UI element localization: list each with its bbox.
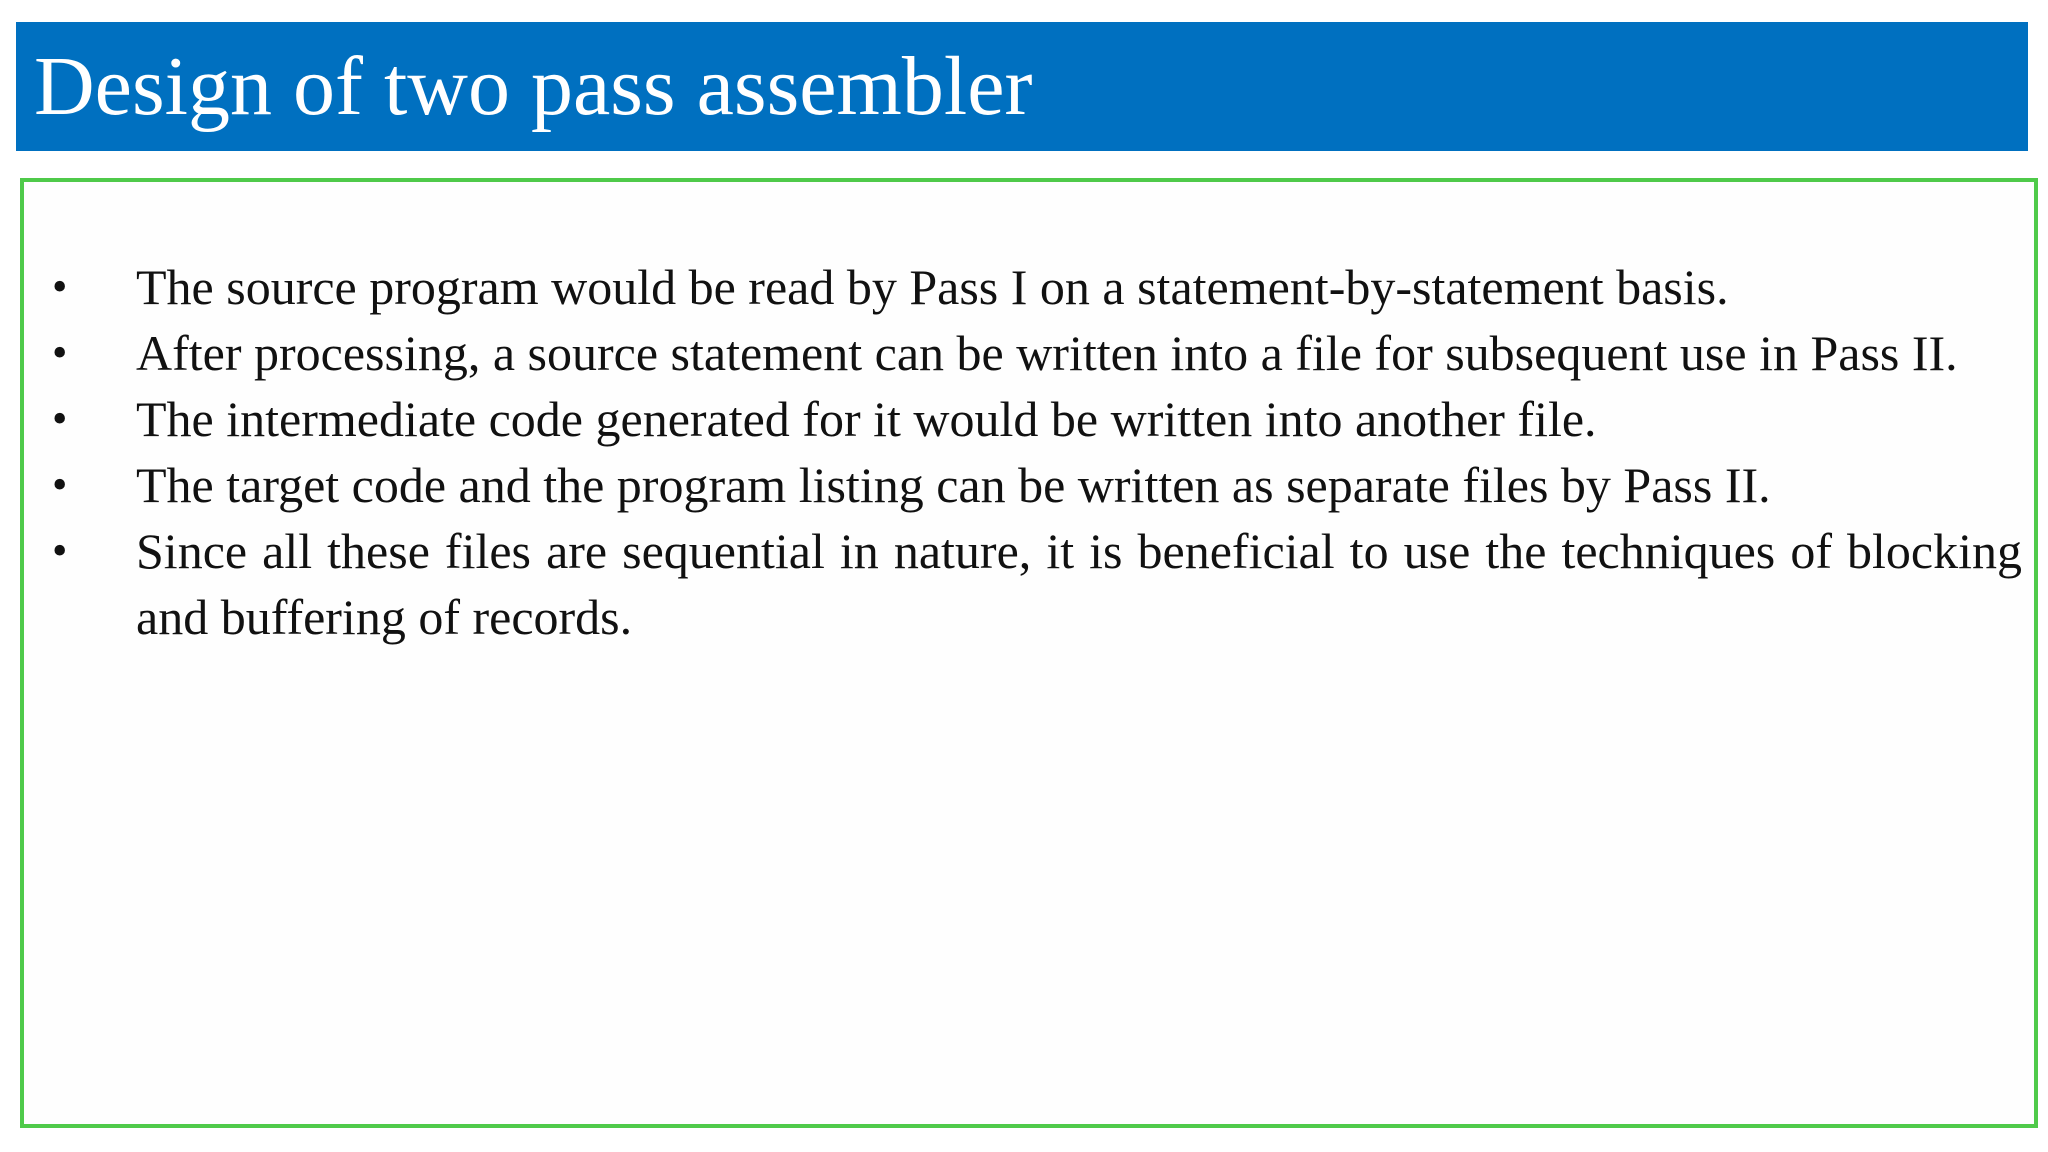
bullet-item — [40, 518, 2022, 650]
slide-title: Design of two pass assembler — [34, 39, 1033, 133]
bullet-text: The source program would be read by Pass I on a statement-by-statement basis. — [136, 259, 1729, 315]
bullet-icon: • — [52, 460, 68, 509]
bullet-text: The intermediate code generated for it would be written into another file. — [136, 391, 1597, 447]
content-box — [20, 178, 2038, 1128]
bullet-icon: • — [52, 328, 68, 377]
bullet-text: Since all these files are sequential in nature, it is beneficial to use the techniques of blocking and buffering of records. — [136, 523, 2022, 645]
bullet-icon: • — [52, 394, 68, 443]
bullet-item — [40, 320, 2022, 386]
bullet-icon: • — [52, 262, 68, 311]
bullet-text: The target code and the program listing can be written as separate files by Pass II. — [136, 457, 1771, 513]
bullet-item — [40, 386, 2022, 452]
bullet-item — [40, 254, 2022, 320]
title-bar — [16, 22, 2028, 151]
bullet-list — [40, 254, 2022, 650]
bullet-icon: • — [52, 526, 68, 575]
bullet-text: After processing, a source statement can be written into a file for subsequent use in Pass II. — [136, 325, 1958, 381]
bullet-item — [40, 452, 2022, 518]
